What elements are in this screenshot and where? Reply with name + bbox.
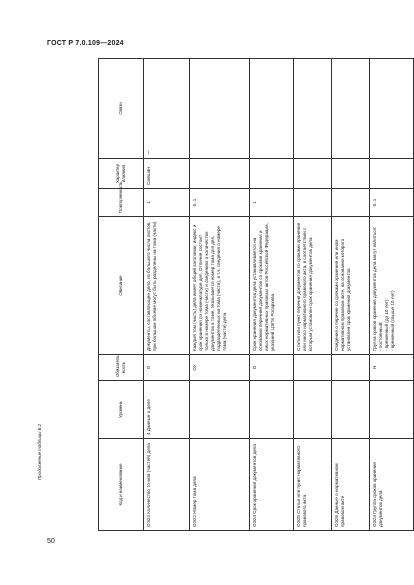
cell-obligation: Н	[370, 355, 414, 381]
cell-description: Сведения о перечне со сроками хранения или ином нормативном правовом акте, на основании которого установлен срок хранения документов	[332, 217, 370, 355]
cell-links	[332, 59, 370, 159]
cell-obligation: ОУ	[190, 355, 250, 381]
cell-description: Документы, составляющие дело, из большого числа листов, при большом объеме могут быть разделены на тома (части)	[144, 217, 190, 355]
table-row	[190, 59, 250, 531]
cell-code: ОЭ24 Группа сроков хранения документов дела	[370, 439, 414, 531]
table-row	[294, 59, 332, 531]
header-level: Уровень	[99, 381, 144, 439]
cell-repeatability	[294, 189, 332, 217]
header-description: Описание	[99, 217, 144, 355]
cell-interaction	[370, 159, 414, 189]
cell-description: Статья или пункт перечня документов со сроками хранения или иного нормативного правового акта, в соответствии с которым установлен срок хранения документов дела	[294, 217, 332, 355]
cell-interaction	[332, 159, 370, 189]
page-number: 50	[47, 538, 55, 545]
cell-level	[250, 381, 294, 439]
cell-level: 4 Данные о деле	[144, 381, 190, 439]
cell-level	[294, 381, 332, 439]
cell-level	[370, 381, 414, 439]
cell-repeatability	[332, 189, 370, 217]
cell-obligation: О	[250, 355, 294, 381]
cell-links	[370, 59, 414, 159]
cell-links	[190, 59, 250, 159]
table-row	[250, 59, 294, 531]
cell-interaction	[250, 159, 294, 189]
cell-obligation	[294, 355, 332, 381]
cell-code: ОЭ26 Данные о нормативном правовом акте	[332, 439, 370, 531]
cell-obligation: О	[144, 355, 190, 381]
cell-code: ОЭ22 Номер тома дела	[190, 439, 250, 531]
document-header: ГОСТ Р 7.0.109—2024	[47, 40, 124, 47]
cell-links	[250, 59, 294, 159]
header-code: Код и наименование	[99, 439, 144, 531]
header-obligation: Обязатель-ность	[99, 355, 144, 381]
table-header-row	[99, 59, 144, 531]
cell-links	[294, 59, 332, 159]
list-item: - временный (свыше 10 лет)	[390, 290, 396, 351]
cell-description: Срок хранения документов дела устанавливается на основании перечней документов со сроками хранения и иных нормативных правовых актов Российской Федерации, указаний ЦЭПК Росархива	[250, 217, 294, 355]
cell-description	[370, 217, 414, 355]
cell-code: ОЭ24 Количество то-мов (частей) дела	[144, 439, 190, 531]
cell-level	[190, 381, 250, 439]
cell-obligation	[332, 355, 370, 381]
cell-interaction: Смешан	[144, 159, 190, 189]
table-row	[144, 59, 190, 531]
header-repeatability: Повторяемость	[99, 189, 144, 217]
cell-interaction	[190, 159, 250, 189]
table-row	[332, 59, 370, 531]
cell-links: —	[144, 59, 190, 159]
table-continuation-caption: Продолжение таблицы Б.2	[37, 423, 42, 480]
cell-repeatability: 0..1	[190, 189, 250, 217]
header-links: Связи	[99, 59, 144, 159]
cell-level	[332, 381, 370, 439]
cell-code: ОЭ24 Срок хранения документов дела	[250, 439, 294, 531]
metadata-table-rotated	[98, 59, 395, 531]
cell-interaction	[294, 159, 332, 189]
cell-repeatability: 0..1	[370, 189, 414, 217]
cell-code: ОЭ25 Статья или пункт нормативного правового акта	[294, 439, 332, 531]
table-row	[370, 59, 414, 531]
metadata-table	[98, 58, 414, 531]
retention-group-list	[378, 220, 396, 351]
header-interaction: Характер влияния	[99, 159, 144, 189]
cell-repeatability: 1	[250, 189, 294, 217]
cell-description: Каждый том (часть) дела имеет общий заголовок, индекс и срок хранения по номенклатуре дел. Отличие состоит только в номере тома (части) и сведениях о количестве документов в томе. Указывается номер тома для дел, подразделенных на тома (части), в т.ч. сведения о номере тома (части) дела	[190, 217, 250, 355]
list-item: - временный (до 10 лет);	[384, 298, 390, 351]
list-item: - постоянный;	[378, 321, 384, 351]
cell-repeatability: 1	[144, 189, 190, 217]
description-lead: Группа сроков хранения документов дела могут являться:	[372, 226, 377, 351]
